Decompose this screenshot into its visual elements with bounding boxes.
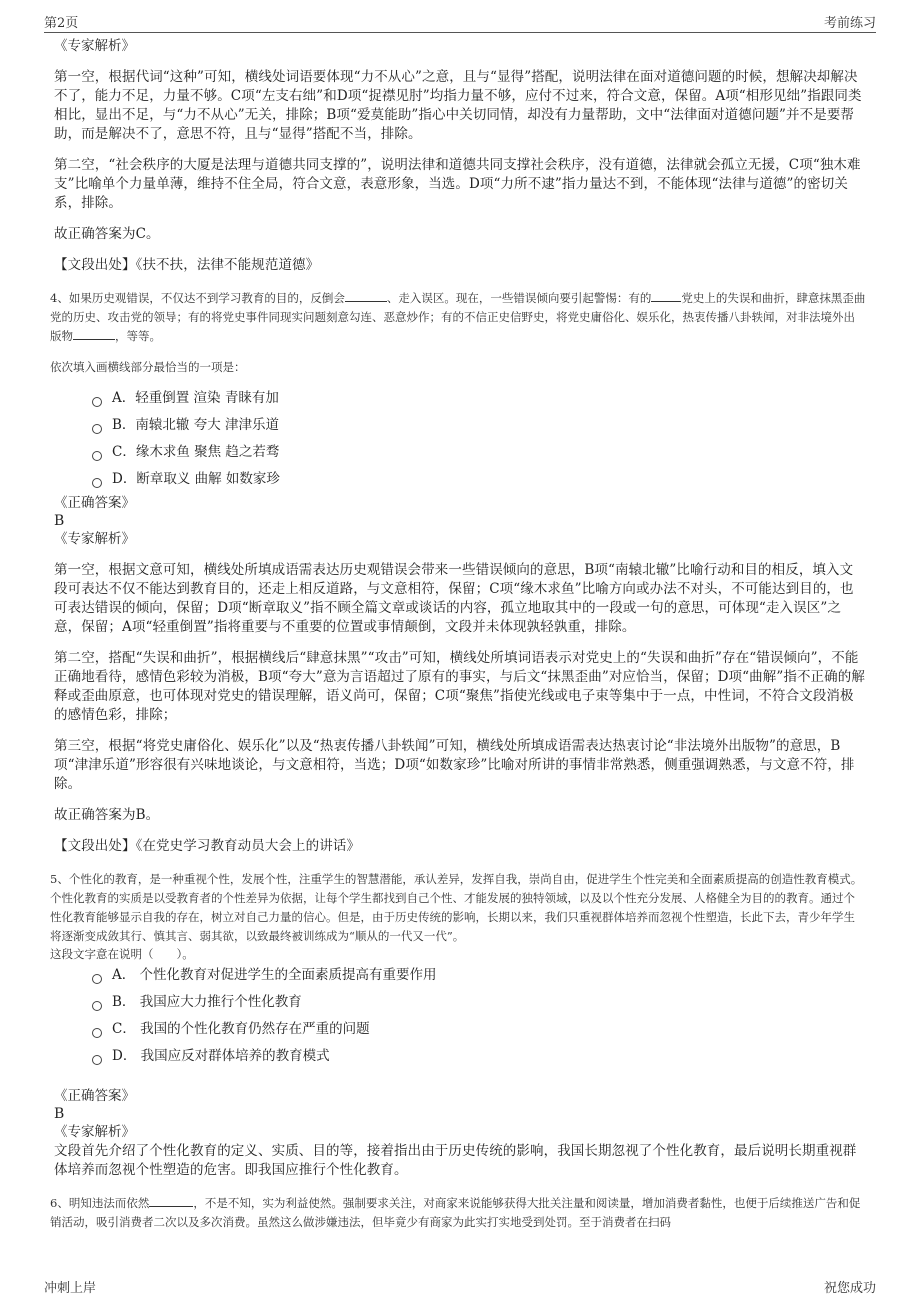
q3-analysis-p2: 第二空，“社会秩序的大厦是法理与道德共同支撑的”，说明法律和道德共同支撑社会秩序，没有道德，法律就会孤立无援，C项“独木难支”比喻单个力量单薄，维持不住全局，符合文意，表意形象，当选。D项“力所不逮”指力量达不到，不能体现“法律与道德”的密切关系，排除。 (54, 157, 861, 211)
q3-analysis-p1: 第一空，根据代词“这种”可知，横线处词语要体现“力不从心”之意，且与“显得”搭配，说明法律在面对道德问题的时候，想解决却解决不了，能力不足，力量不够。C项“左支右绌”和D项“捉襟见肘”均指力量不够，应付不过来，符合文意，保留。A项“相形见绌”指跟同类相比，显出不足，与“力不从心”无关，排除；B项“爱莫能助”指心中关切同情，却没有力量帮助，文中“法律面对道德问题”并不是要帮助，而是解决不了，意思不符，且与“显得”搭配不当，排除。 (54, 69, 862, 142)
q5-answer-label: 《正确答案》 (54, 1088, 135, 1104)
q4-source: 【文段出处】《在党史学习教育动员大会上的讲话》 (54, 838, 361, 854)
q4-answer: B (54, 513, 65, 529)
q4-option-c[interactable]: C．缘木求鱼 聚焦 趋之若骛 (92, 439, 866, 466)
radio-icon[interactable] (92, 424, 102, 434)
radio-icon[interactable] (92, 451, 102, 461)
q5-option-a[interactable]: A． 个性化教育对促进学生的全面素质提高有重要作用 (92, 962, 866, 989)
page-header (44, 10, 876, 33)
header-title: 考前练习 (823, 16, 876, 31)
radio-icon[interactable] (92, 1028, 102, 1038)
q5-stem: 5、个性化的教育，是一种重视个性，发展个性，注重学生的智慧潜能，承认差异，发挥自我，崇尚自由，促进学生个性完美和全面素质提高的创造性教育模式。个性化教育的实质是以受教育者的个性差异为依据，让每个学生都找到自己个性、才能发展的独特领域，以及以个性充分发展、人格健全为目的的教育。通过个性化教育能够显示自我的存在，树立对自己力量的信心。但是，由于历史传统的影响，长期以来，我们只重视群体培养而忽视个性塑造，长此下去，青少年学生将逐渐变成敛其行、慎其言、弱其欲，以致最终被训练成为“顺从的一代又一代”。 (50, 872, 863, 943)
q4-prompt: 依次填入画横线部分最恰当的一项是： (50, 360, 246, 374)
q4-analysis-p2: 第二空，搭配“失误和曲折”，根据横线后“肆意抹黑”“攻击”可知，横线处所填词语表示对党史上的“失误和曲折”存在“错误倾向”，不能正确地看待，感情色彩较为消极，B项“夸大”意为言语超过了原有的事实，与后文“抹黑歪曲”对应恰当，保留；D项“曲解”指不正确的解释或歪曲原意，也可体现对党史的错误理解，语义尚可，保留；C项“聚焦”指使光线或电子束等集中于一点，中性词，不符合文段消极的感情色彩，排除； (54, 650, 865, 723)
page-number: 第2页 (44, 16, 79, 31)
q3-source: 【文段出处】《扶不扶，法律不能规范道德》 (54, 257, 320, 273)
q5-analysis-label: 《专家解析》 (54, 1124, 135, 1140)
footer-left: 冲刺上岸 (44, 1281, 97, 1296)
q4-answer-label: 《正确答案》 (54, 495, 135, 511)
q5-answer: B (54, 1106, 65, 1122)
q4-analysis-p1: 第一空，根据文意可知，横线处所填成语需表达历史观错误会带来一些错误倾向的意思，B项“南辕北辙”比喻行动和目的相反，填入文段可表达不仅不能达到教育目的，还走上相反道路，与文意相符，保留；C项“缘木求鱼”比喻方向或办法不对头，不可能达到目的，也可表达错误的倾向，保留；D项“断章取义”指不顾全篇文章或谈话的内容，孤立地取其中的一段或一句的意思，可体现“走入误区”之意，保留；A项“轻重倒置”指将重要与不重要的位置或事情颠倒，文段并未体现孰轻孰重，排除。 (54, 562, 854, 635)
radio-icon[interactable] (92, 478, 102, 488)
q4-option-b[interactable]: B．南辕北辙 夸大 津津乐道 (92, 412, 866, 439)
q5-option-d[interactable]: D． 我国应反对群体培养的教育模式 (92, 1043, 866, 1070)
q4-stem: 4、如果历史观错误，不仅达不到学习教育的目的，反倒会 、走入误区。现在，一些错误倾向要引起警惕：有的 党史上的失误和曲折，肆意抹黑歪曲党的历史、攻击党的领导；有的将党史事件同现实问题刻意勾连、恶意炒作；有的不信正史信野史，将党史庸俗化、娱乐化，热衷传播八卦轶闻，对非法境外出版物 ，等等。 (50, 291, 866, 343)
q5-prompt: 这段文字意在说明（ ）。 (50, 947, 194, 961)
radio-icon[interactable] (92, 974, 102, 984)
q4-analysis-label: 《专家解析》 (54, 531, 135, 547)
q3-analysis-label: 《专家解析》 (54, 38, 135, 54)
q5-options (92, 962, 866, 1070)
q4-options (92, 385, 866, 493)
q4-analysis-p3: 第三空，根据“将党史庸俗化、娱乐化”以及“热衷传播八卦轶闻”可知，横线处所填成语需表达热衷讨论“非法境外出版物”的意思，B项“津津乐道”形容很有兴味地谈论，与文意相符，当选；D项“如数家珍”比喻对所讲的事情非常熟悉，侧重强调熟悉，与文意不符，排除。 (54, 738, 855, 792)
q5-option-b[interactable]: B． 我国应大力推行个性化教育 (92, 989, 866, 1016)
q6-stem: 6、明知违法而依然 ，不是不知，实为利益使然。强制要求关注，对商家来说能够获得大批关注量和阅读量，增加消费者黏性，也便于后续推送广告和促销活动，吸引消费者二次以及多次消费。虽然这么做涉嫌违法，但毕竟少有商家为此实打实地受到处罚。至于消费者在扫码 (50, 1196, 861, 1229)
q5-analysis-p1: 文段首先介绍了个性化教育的定义、实质、目的等，接着指出由于历史传统的影响，我国长期忽视了个性化教育，最后说明长期重视群体培养而忽视个性塑造的危害。即我国应推行个性化教育。 (54, 1143, 857, 1178)
q4-conclusion: 故正确答案为B。 (54, 807, 160, 823)
q3-conclusion: 故正确答案为C。 (54, 226, 160, 242)
radio-icon[interactable] (92, 1001, 102, 1011)
q5-option-c[interactable]: C． 我国的个性化教育仍然存在严重的问题 (92, 1016, 866, 1043)
radio-icon[interactable] (92, 1055, 102, 1065)
q4-option-d[interactable]: D．断章取义 曲解 如数家珍 (92, 466, 866, 493)
q4-option-a[interactable]: A．轻重倒置 渲染 青睐有加 (92, 385, 866, 412)
footer-right: 祝您成功 (823, 1281, 876, 1296)
radio-icon[interactable] (92, 397, 102, 407)
document-body (50, 36, 866, 1232)
